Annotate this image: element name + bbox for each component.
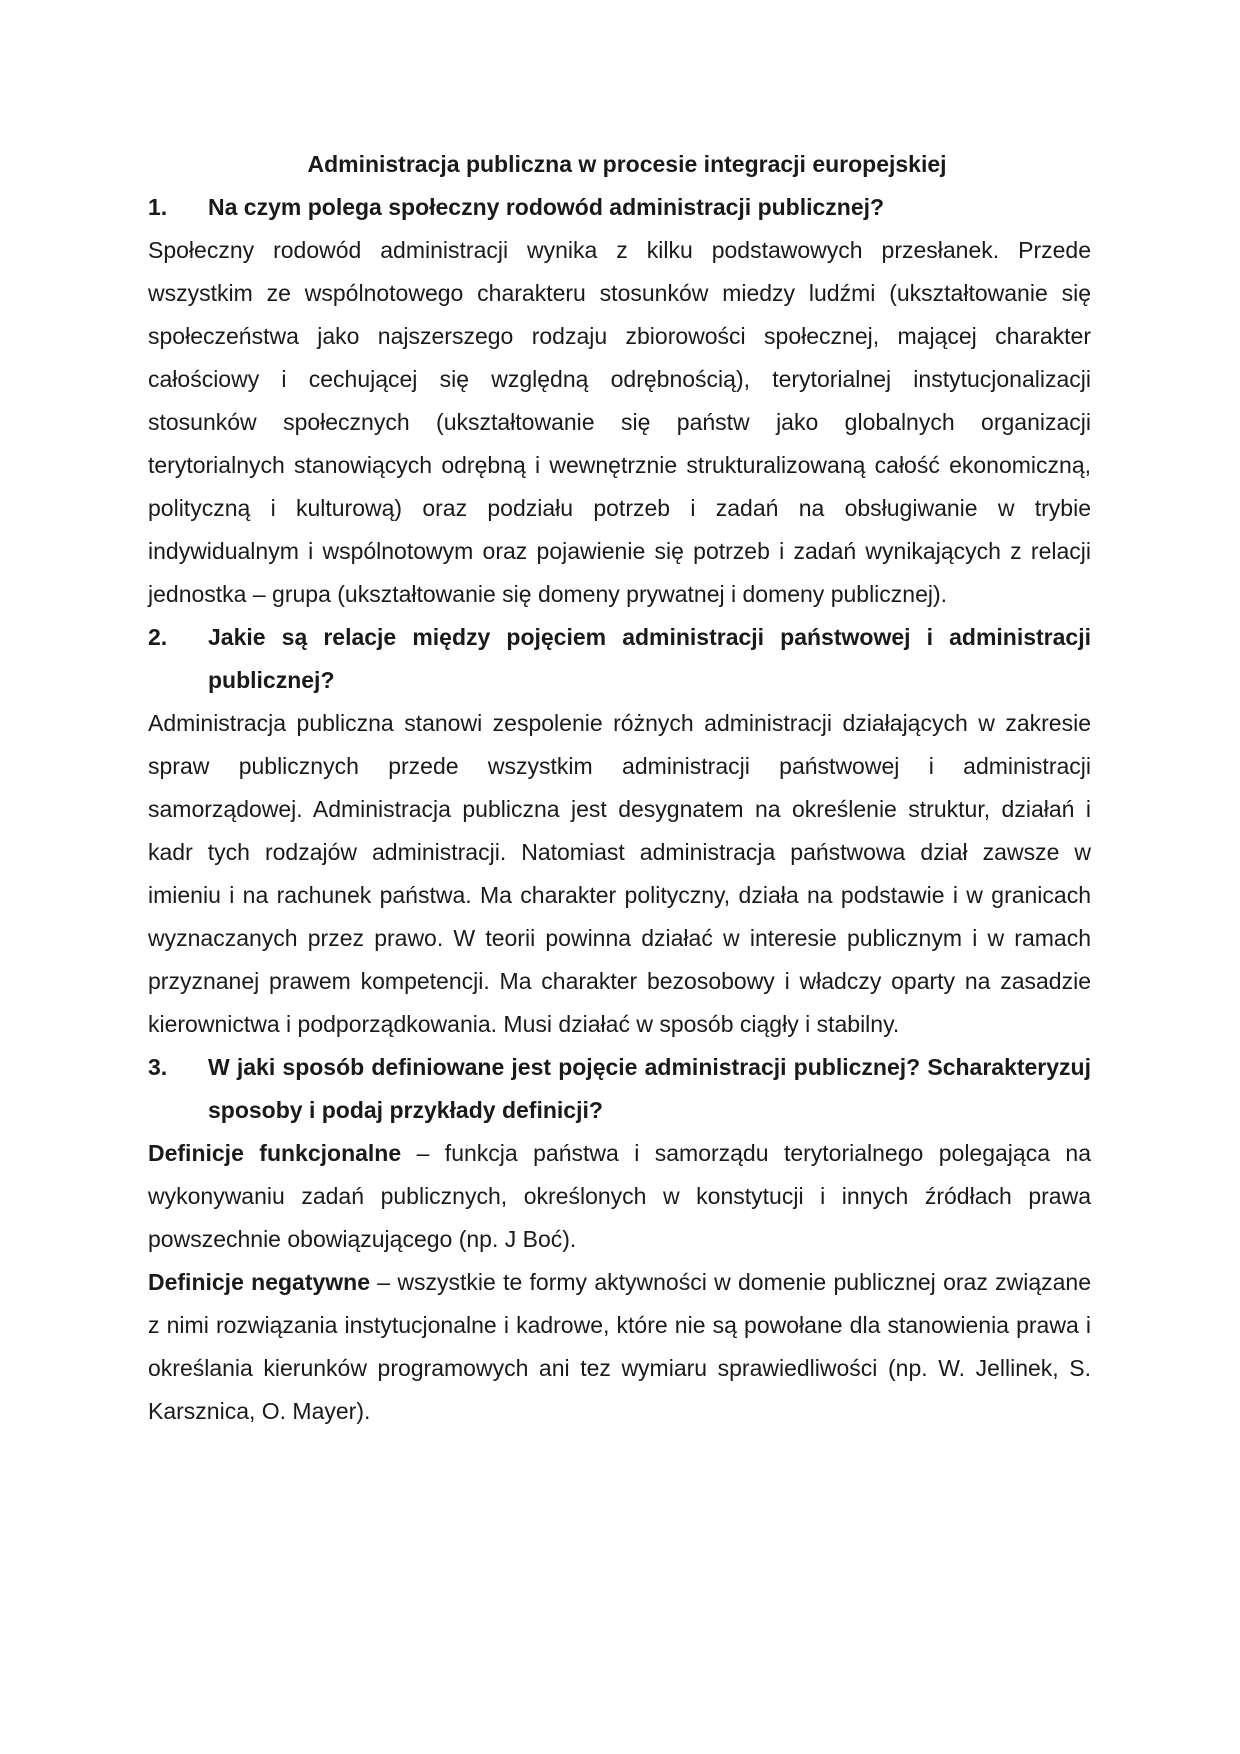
definition-paragraph <box>148 1261 1091 1433</box>
document-page <box>148 143 1091 1433</box>
question-2 <box>148 616 1091 702</box>
definition-body: – wszystkie te formy aktywności w domenie publicznej oraz związane z nimi rozwiązania instytucjonalne i kadrowe, które nie są powołane dla stanowienia prawa i określania kierunków programowych ani tez wymiaru sprawiedliwości (np. W. Jellinek, S. Karsznica, O. Mayer). <box>148 1269 1091 1424</box>
answer-paragraph: Społeczny rodowód administracji wynika z kilku podstawowych przesłanek. Przede wszystkim ze wspólnotowego charakteru stosunków miedzy ludźmi (ukształtowanie się społeczeństwa jako najszerszego rodzaju zbiorowości społecznej, mającej charakter całościowy i cechującej się względną odrębnością), terytorialnej instytucjonalizacji stosunków społecznych (ukształtowanie się państw jako globalnych organizacji terytorialnych stanowiących odrębną i wewnętrznie strukturalizowaną całość ekonomiczną, polityczną i kulturową) oraz podziału potrzeb i zadań na obsługiwanie w trybie indywidualnym i wspólnotowym oraz pojawienie się potrzeb i zadań wynikających z relacji jednostka – grupa (ukształtowanie się domeny prywatnej i domeny publicznej). <box>148 237 1091 607</box>
question-number: 3. <box>148 1054 168 1080</box>
definition-term: Definicje negatywne <box>148 1269 371 1295</box>
question-3 <box>148 1046 1091 1132</box>
question-text: Jakie są relacje między pojęciem administracji państwowej i administracji publicznej? <box>208 624 1091 693</box>
definition-term: Definicje funkcjonalne <box>148 1140 402 1166</box>
question-number: 2. <box>148 624 168 650</box>
question-text: W jaki sposób definiowane jest pojęcie administracji publicznej? Scharakteryzuj sposoby i podaj przykłady definicji? <box>208 1054 1091 1123</box>
question-text: Na czym polega społeczny rodowód administracji publicznej? <box>208 194 885 220</box>
answer-paragraph: Administracja publiczna stanowi zespolenie różnych administracji działających w zakresie spraw publicznych przede wszystkim administracji państwowej i administracji samorządowej. Administracja publiczna jest desygnatem na określenie struktur, działań i kadr tych rodzajów administracji. Natomiast administracja państwowa dział zawsze w imieniu i na rachunek państwa. Ma charakter polityczny, działa na podstawie i w granicach wyznaczanych przez prawo. W teorii powinna działać w interesie publicznym i w ramach przyznanej prawem kompetencji. Ma charakter bezosobowy i władczy oparty na zasadzie kierownictwa i podporządkowania. Musi działać w sposób ciągły i stabilny. <box>148 710 1091 1037</box>
question-number: 1. <box>148 194 168 220</box>
definition-paragraph <box>148 1132 1091 1261</box>
definition-body: – funkcja państwa i samorządu terytorialnego polegająca na wykonywaniu zadań publicznych, określonych w konstytucji i innych źródłach prawa powszechnie obowiązującego (np. J Boć). <box>148 1140 1092 1252</box>
question-1 <box>148 186 1091 229</box>
document-title: Administracja publiczna w procesie integracji europejskiej <box>307 151 947 177</box>
